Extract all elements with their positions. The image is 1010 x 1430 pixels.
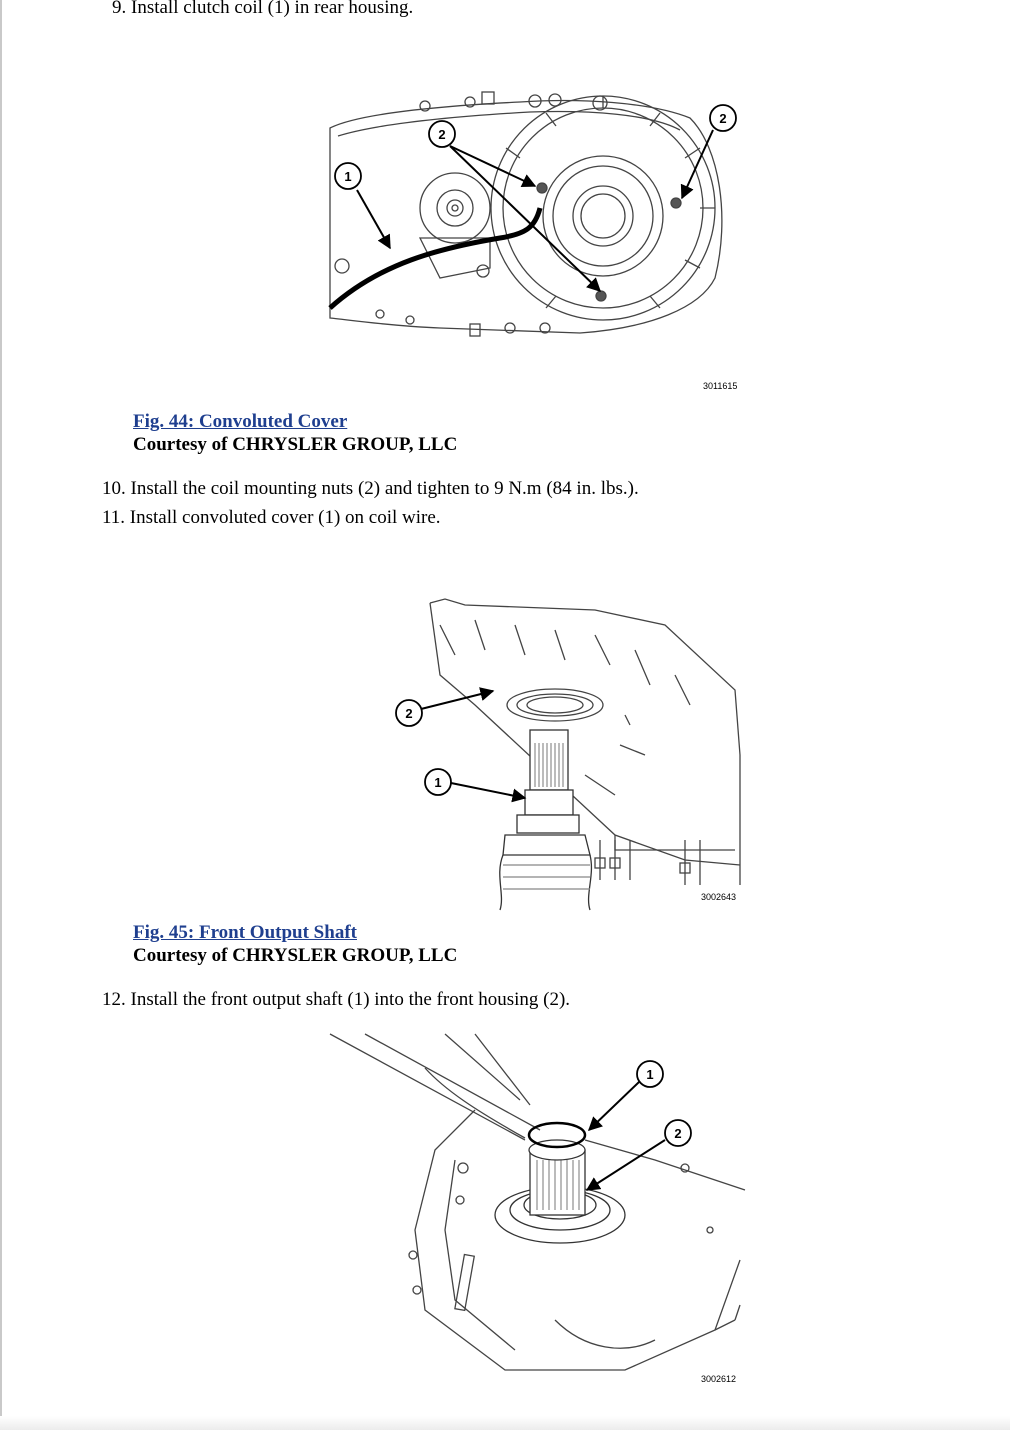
step-11-text: 11. Install convoluted cover (1) on coil wire. (102, 507, 441, 528)
step-12-text: 12. Install the front output shaft (1) into the front housing (2). (102, 989, 571, 1010)
fig-45-link[interactable]: Fig. 45: Front Output Shaft (133, 922, 357, 943)
fig46-callout-2 (665, 1120, 691, 1146)
page-bottom-shade (0, 1416, 1010, 1430)
svg-text:2: 2 (405, 706, 413, 721)
step-10-text: 10. Install the coil mounting nuts (2) and tighten to 9 N.m (84 in. lbs.). (102, 478, 639, 499)
fig45-callout-2 (396, 700, 422, 726)
svg-text:2: 2 (674, 1126, 682, 1141)
fig45-callout-1 (425, 769, 451, 795)
step-9-text: 9. Install clutch coil (1) in rear housing. (112, 0, 414, 18)
svg-text:1: 1 (434, 775, 442, 790)
figure-45-front-output-shaft-illustration (385, 595, 755, 910)
fig44-callout-2-right (710, 105, 736, 131)
svg-text:1: 1 (646, 1067, 654, 1082)
fig44-callout-2-left (429, 121, 455, 147)
svg-text:1: 1 (344, 169, 352, 184)
svg-text:2: 2 (438, 127, 446, 142)
fig45-image-id: 3002643 (701, 892, 737, 902)
fig-44-link[interactable]: Fig. 44: Convoluted Cover (133, 411, 348, 432)
figure-44-convoluted-cover-illustration (320, 88, 760, 398)
fig44-callout-1 (335, 163, 361, 189)
fig46-image-id: 3002612 (701, 1374, 737, 1384)
fig46-callout-1 (637, 1061, 663, 1087)
page-left-border (0, 0, 2, 1430)
fig-44-courtesy: Courtesy of CHRYSLER GROUP, LLC (133, 434, 458, 455)
figure-46-output-shaft-snap-ring-illustration (325, 1030, 755, 1390)
fig44-image-id: 3011615 (703, 381, 738, 391)
fig-45-courtesy: Courtesy of CHRYSLER GROUP, LLC (133, 945, 458, 966)
svg-text:2: 2 (719, 111, 727, 126)
